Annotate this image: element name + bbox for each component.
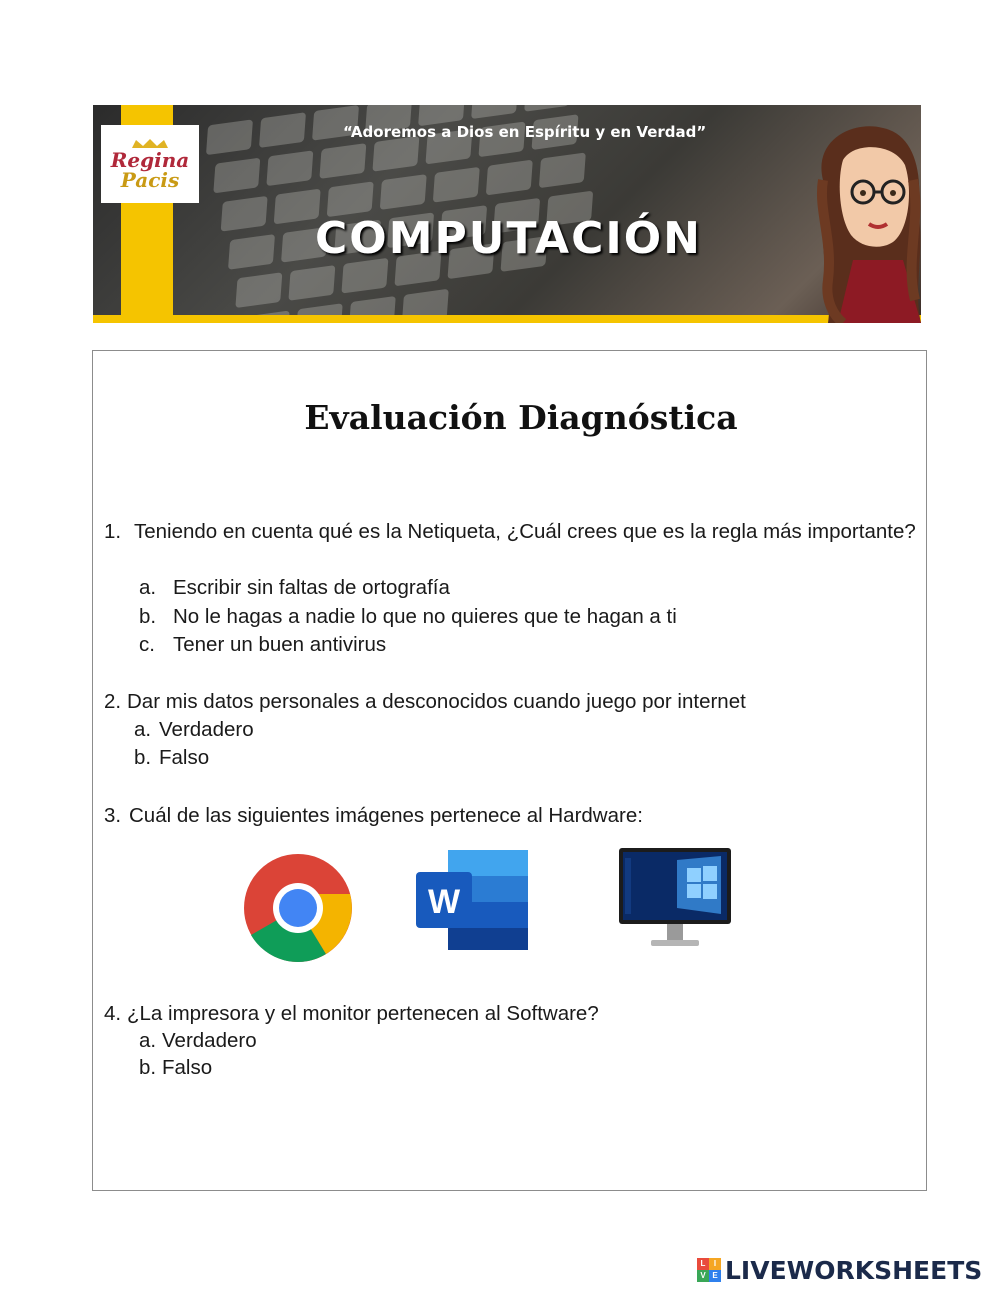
q4-number: 4. xyxy=(104,1002,122,1025)
q2-option-b[interactable]: Falso xyxy=(159,746,210,769)
subject-title: COMPUTACIÓN xyxy=(315,213,702,264)
q1-text: Teniendo en cuenta qué es la Netiqueta, ¿Cuál crees que es la regla más importante? xyxy=(134,520,916,543)
logo-text-pacis: Pacis xyxy=(120,168,180,192)
q4-option-a-letter: a. xyxy=(139,1029,157,1052)
q2-text: Dar mis datos personales a desconocidos cuando juego por internet xyxy=(127,690,746,713)
school-logo xyxy=(101,125,199,203)
word-logo-icon[interactable] xyxy=(414,848,530,952)
q4-option-a[interactable]: Verdadero xyxy=(162,1029,257,1052)
liveworksheets-logo-icon: L I V E xyxy=(697,1258,721,1282)
q3-number: 3. xyxy=(104,804,122,827)
monitor-icon[interactable] xyxy=(617,846,733,950)
q1-option-a[interactable]: Escribir sin faltas de ortografía xyxy=(173,576,450,599)
q4-option-b[interactable]: Falso xyxy=(162,1056,213,1079)
q1-option-c-letter: c. xyxy=(139,633,155,656)
q1-option-a-letter: a. xyxy=(139,576,157,599)
worksheet-frame xyxy=(92,350,927,1191)
q1-option-b-letter: b. xyxy=(139,605,157,628)
word-logo-letter: W xyxy=(427,883,461,921)
q1-number: 1. xyxy=(104,520,122,543)
q4-option-b-letter: b. xyxy=(139,1056,157,1079)
teacher-avatar-icon xyxy=(813,120,921,323)
chrome-logo-icon[interactable] xyxy=(243,853,353,963)
q4-text: ¿La impresora y el monitor pertenecen al Software? xyxy=(127,1002,599,1025)
q1-option-b[interactable]: No le hagas a nadie lo que no quieres que te hagan a ti xyxy=(173,605,677,628)
q2-option-b-letter: b. xyxy=(134,746,152,769)
banner-bottom-stripe xyxy=(93,315,921,323)
q2-option-a-letter: a. xyxy=(134,718,152,741)
header-banner xyxy=(93,105,921,323)
logo-text-regina: Regina xyxy=(110,148,190,172)
liveworksheets-brand: LIVEWORKSHEETS xyxy=(725,1255,983,1285)
liveworksheets-footer[interactable] xyxy=(697,1255,982,1285)
banner-slogan: “Adoremos a Dios en Espíritu y en Verdad” xyxy=(343,123,707,141)
q1-option-c[interactable]: Tener un buen antivirus xyxy=(173,633,387,656)
q2-option-a[interactable]: Verdadero xyxy=(159,718,254,741)
q3-text: Cuál de las siguientes imágenes pertenece al Hardware: xyxy=(129,804,643,827)
q2-number: 2. xyxy=(104,690,122,713)
worksheet-title: Evaluación Diagnóstica xyxy=(304,398,738,437)
